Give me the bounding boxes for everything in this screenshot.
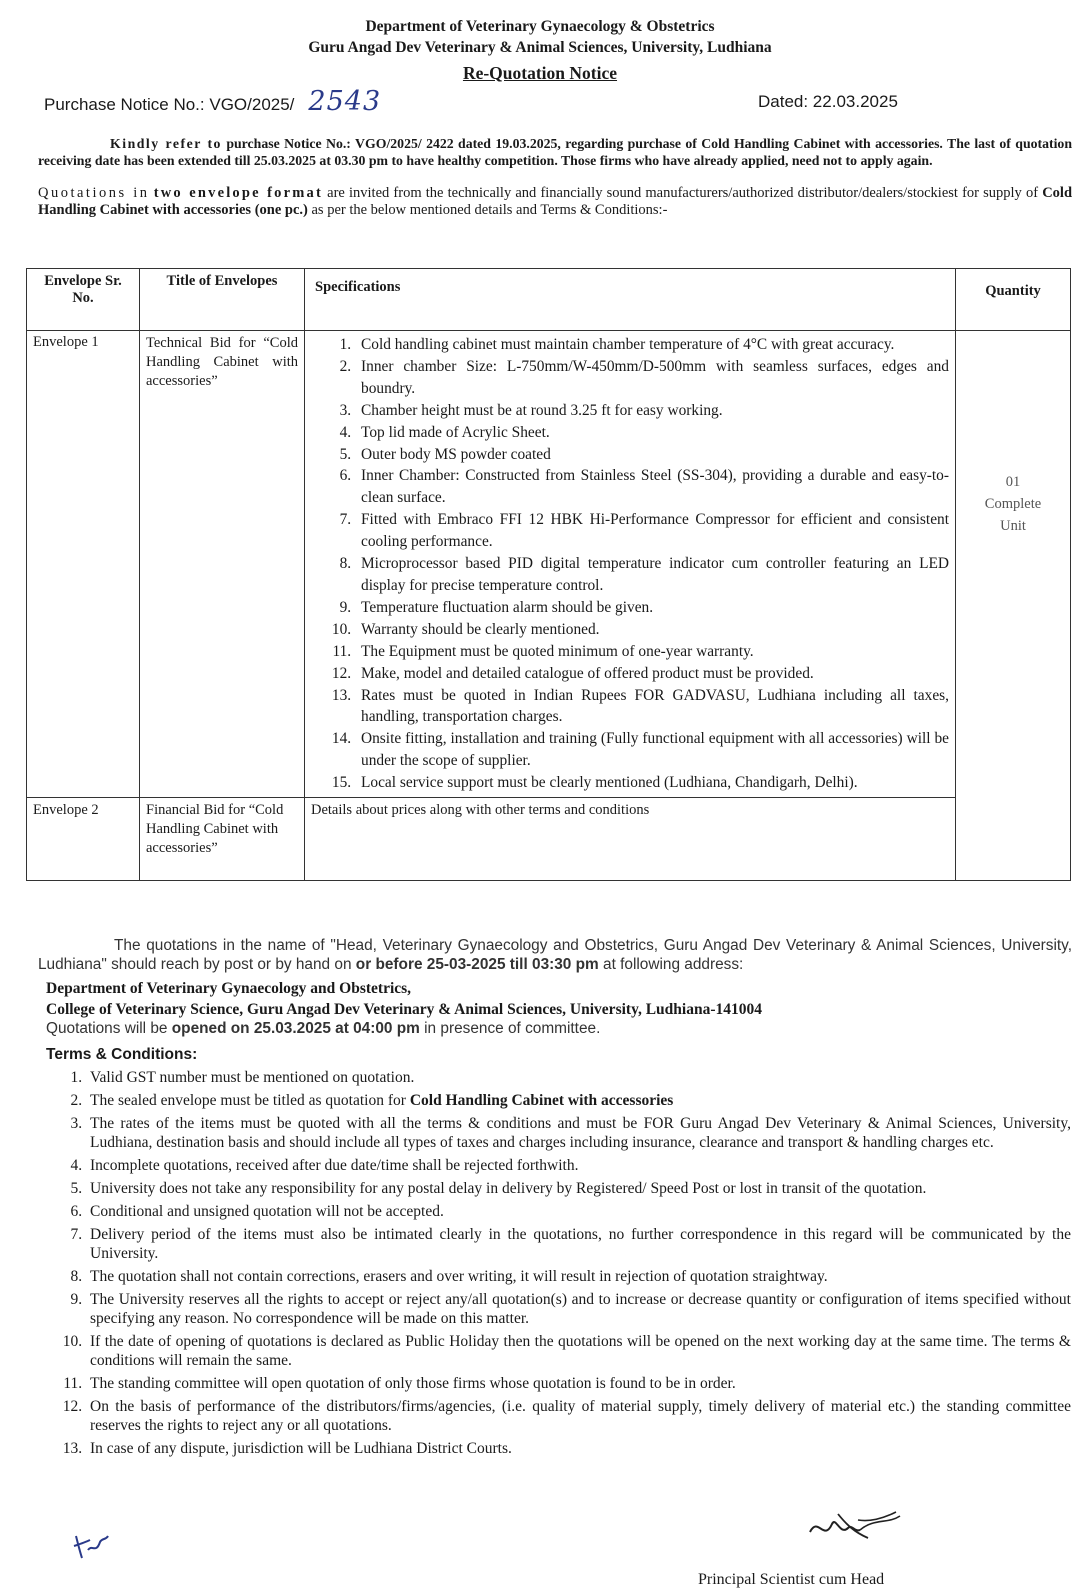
spec-item: 13. Rates must be quoted in Indian Rupees FOR GADVASU, Ludhiana including all taxes, handling, transportation charges.	[355, 685, 949, 729]
opening-c: in presence of committee.	[424, 1020, 601, 1037]
notice-date: Dated: 22.03.2025	[758, 92, 898, 111]
intro-paragraph	[38, 135, 1072, 169]
opening-b: opened on 25.03.2025 at 04:00 pm	[171, 1020, 420, 1037]
handwritten-number: 2543	[308, 86, 382, 117]
header-quantity: Quantity	[956, 269, 1071, 331]
table-row-envelope-2	[27, 798, 1071, 881]
term-text: The rates of the items must be quoted with all the terms & conditions and must be FOR Guru Angad Dev Veterinary & Animal Sciences, University, Ludhiana, destination basis and should include all types of taxes and charges including insurance, clearance and transport & handling charges etc.	[90, 1115, 1071, 1151]
term-text: Valid GST number must be mentioned on quotation.	[90, 1069, 415, 1086]
specifications-table	[26, 268, 1071, 881]
term-item	[86, 1374, 1071, 1393]
table-row-envelope-1	[27, 331, 1071, 798]
term-item	[86, 1225, 1071, 1263]
invitation-part-c: are invited from the technically and financially sound manufacturers/authorized distributor/dealers/stockiest for supply of	[327, 185, 1039, 201]
spec-item: 10. Warranty should be clearly mentioned.	[355, 619, 949, 641]
term-item	[86, 1397, 1071, 1435]
notice-number-label: Purchase Notice No.: VGO/2025/	[44, 95, 295, 114]
intro-lead: Kindly refer to	[110, 136, 222, 151]
submission-text: The quotations in the name of "Head, Veterinary Gynaecology and Obstetrics, Guru Angad Dev Veterinary & Animal Sciences, University, Ludhiana" should reach by post or by hand on	[38, 937, 1072, 973]
department-heading: Department of Veterinary Gynaecology & Obstetrics	[365, 18, 715, 35]
opening-line	[46, 1020, 600, 1038]
submission-tail: at following address:	[603, 956, 744, 973]
term-text: The standing committee will open quotation of only those firms whose quotation is found to be in order.	[90, 1375, 736, 1392]
header-title: Title of Envelopes	[140, 269, 305, 331]
term-text: University does not take any responsibility for any postal delay in delivery by Registered/ Speed Post or lost in transit of the quotation.	[90, 1180, 927, 1197]
term-text: In case of any dispute, jurisdiction will be Ludhiana District Courts.	[90, 1440, 512, 1457]
spec-item: 5. Outer body MS powder coated	[355, 444, 949, 466]
term-text: The quotation shall not contain corrections, erasers and over writing, it will result in rejection of quotation straightway.	[90, 1268, 828, 1285]
opening-a: Quotations will be	[46, 1020, 168, 1037]
envelope-1-title: Technical Bid for “Cold Handling Cabinet with accessories”	[140, 331, 305, 798]
quantity-complete: Complete	[984, 496, 1042, 512]
terms-heading: Terms & Conditions:	[46, 1046, 198, 1063]
term-bold-item: Cold Handling Cabinet with accessories	[409, 1092, 674, 1109]
initials-mark	[72, 1530, 112, 1562]
invitation-format: two envelope format	[153, 185, 323, 201]
invitation-part-a: Quotations in	[38, 185, 150, 201]
spec-item: 12. Make, model and detailed catalogue of offered product must be provided.	[355, 663, 949, 685]
term-item	[86, 1202, 1071, 1221]
term-item	[86, 1290, 1071, 1328]
term-text: Conditional and unsigned quotation will not be accepted.	[90, 1203, 444, 1220]
quantity-cell	[956, 331, 1071, 881]
envelope-1-sr: Envelope 1	[27, 331, 140, 798]
term-item	[86, 1332, 1071, 1370]
purchase-notice-number	[44, 86, 381, 117]
signature-mark	[788, 1502, 918, 1552]
term-text: On the basis of performance of the distributors/firms/agencies, (i.e. quality of material supply, timely delivery of material etc.) the standing committee reserves the rights to reject any or all quotations.	[90, 1398, 1071, 1434]
invitation-item: Cold Handling Cabinet with accessories (one pc.)	[38, 185, 1073, 218]
submission-deadline: or before 25-03-2025 till 03:30 pm	[355, 956, 599, 973]
envelope-1-specs	[305, 331, 956, 798]
spec-item: 2. Inner chamber Size: L-750mm/W-450mm/D-500mm with seamless surfaces, edges and boundry.	[355, 356, 949, 400]
spec-item: 6. Inner Chamber: Constructed from Stainless Steel (SS-304), providing a durable and easy-to-clean surface.	[355, 465, 949, 509]
terms-list	[46, 1068, 1071, 1462]
envelope-2-spec: Details about prices along with other terms and conditions	[305, 798, 956, 881]
envelope-2-sr: Envelope 2	[27, 798, 140, 881]
term-text: Incomplete quotations, received after due date/time shall be rejected forthwith.	[90, 1157, 579, 1174]
term-item	[86, 1068, 1071, 1087]
intro-text: purchase Notice No.: VGO/2025/ 2422 dated 19.03.2025, regarding purchase of Cold Handling Cabinet with accessories. The last of quotation receiving date has been extended till 25.03.2025 at 03.30 pm to have healthy competition. Those firms who have already applied, need not to apply again.	[38, 136, 1073, 168]
notice-title: Re-Quotation Notice	[462, 63, 618, 83]
signatory-designation: Principal Scientist cum Head	[698, 1571, 885, 1588]
term-item	[86, 1091, 1071, 1110]
spec-item: 3. Chamber height must be at round 3.25 ft for easy working.	[355, 400, 949, 422]
university-heading: Guru Angad Dev Veterinary & Animal Sciences, University, Ludhiana	[308, 39, 772, 56]
spec-item: 14. Onsite fitting, installation and training (Fully functional equipment with all accessories) will be under the scope of supplier.	[355, 728, 949, 772]
spec-item: 8. Microprocessor based PID digital temperature indicator cum controller featuring an LED display for precise temperature control.	[355, 553, 949, 597]
term-text: If the date of opening of quotations is declared as Public Holiday then the quotations will be opened on the next working day at the same time. The terms & conditions will remain the same.	[90, 1333, 1071, 1369]
spec-item: 11. The Equipment must be quoted minimum of one-year warranty.	[355, 641, 949, 663]
term-item	[86, 1114, 1071, 1152]
invitation-paragraph	[38, 185, 1072, 219]
spec-item: 15. Local service support must be clearly mentioned (Ludhiana, Chandigarh, Delhi).	[355, 772, 949, 794]
address-line-1: Department of Veterinary Gynaecology and Obstetrics,	[46, 980, 412, 997]
spec-item: 9. Temperature fluctuation alarm should be given.	[355, 597, 949, 619]
term-item	[86, 1267, 1071, 1286]
spec-item: 4. Top lid made of Acrylic Sheet.	[355, 422, 949, 444]
term-text: The sealed envelope must be titled as quotation for	[90, 1092, 406, 1109]
term-item	[86, 1156, 1071, 1175]
submission-paragraph	[38, 936, 1072, 974]
spec-list	[311, 334, 949, 794]
quantity-unit: Unit	[1000, 518, 1026, 534]
spec-item: 1. Cold handling cabinet must maintain chamber temperature of 4°C with great accuracy.	[355, 334, 949, 356]
term-item	[86, 1439, 1071, 1458]
invitation-part-e: as per the below mentioned details and Terms & Conditions:-	[311, 202, 668, 218]
header-specifications: Specifications	[305, 269, 956, 331]
term-text: The University reserves all the rights to accept or reject any/all quotation(s) and to increase or decrease quantity or configuration of items specified without specifying any reason. No correspondence will be made on this matter.	[90, 1291, 1071, 1327]
table-header-row	[27, 269, 1071, 331]
spec-item: 7. Fitted with Embraco FFI 12 HBK Hi-Performance Compressor for efficient and consistent cooling performance.	[355, 509, 949, 553]
quantity-number: 01	[1005, 474, 1021, 490]
envelope-2-title: Financial Bid for “Cold Handling Cabinet with accessories”	[140, 798, 305, 881]
header-envelope-sr: Envelope Sr. No.	[27, 269, 140, 331]
term-text: Delivery period of the items must also be intimated clearly in the quotations, no further correspondence in this regard will be communicated by the University.	[90, 1226, 1071, 1262]
address-line-2: College of Veterinary Science, Guru Angad Dev Veterinary & Animal Sciences, University, Ludhiana-141004	[46, 1001, 762, 1018]
term-item	[86, 1179, 1071, 1198]
